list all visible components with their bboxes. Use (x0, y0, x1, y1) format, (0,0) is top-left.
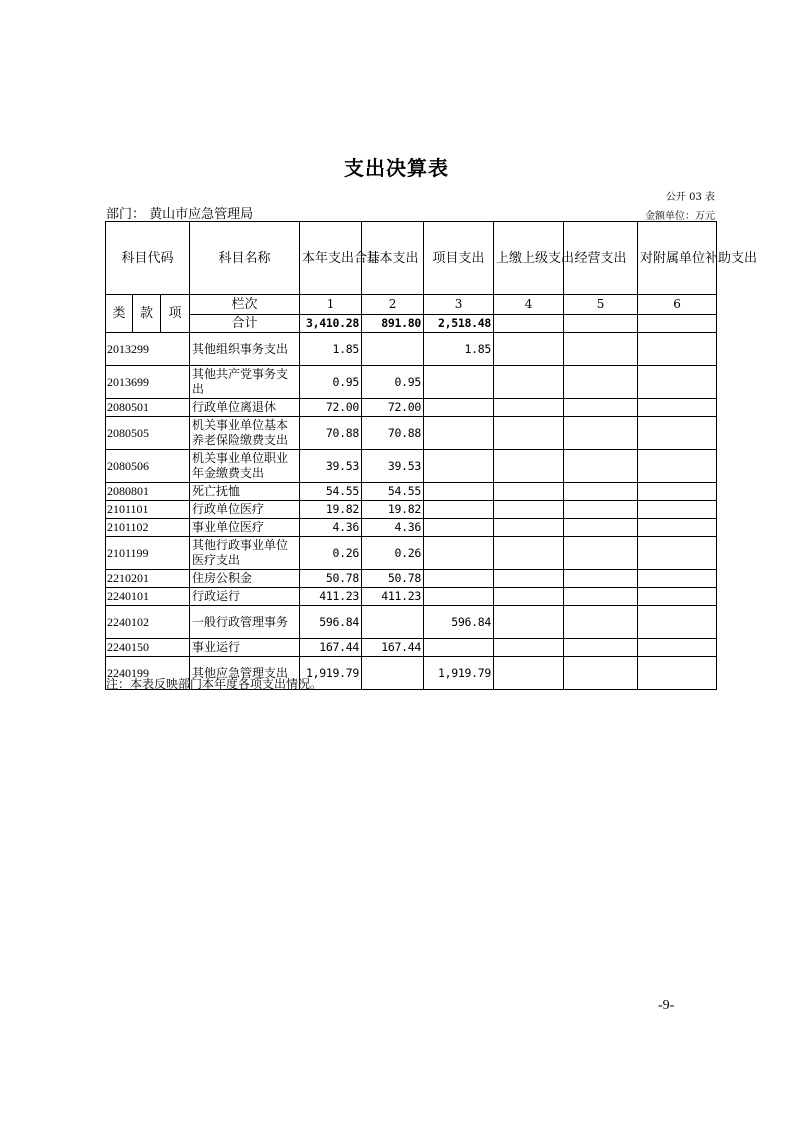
header-upper: 上缴上级支出 (494, 222, 564, 295)
row-upper (494, 639, 564, 657)
row-basic: 19.82 (362, 501, 424, 519)
row-name: 行政运行 (190, 588, 300, 606)
row-total: 39.53 (300, 450, 362, 483)
amount-unit-label: 金额单位：万元 (645, 211, 715, 222)
header-total: 本年支出合计 (300, 222, 362, 295)
row-code: 2013299 (106, 333, 190, 366)
row-business (564, 588, 638, 606)
column-number: 4 (494, 295, 564, 315)
header-name: 科目名称 (190, 222, 300, 295)
row-code: 2240101 (106, 588, 190, 606)
form-number: 公开 03 表 (665, 192, 715, 203)
row-name: 死亡抚恤 (190, 483, 300, 501)
row-basic: 0.26 (362, 537, 424, 570)
row-subsidy (638, 519, 717, 537)
row-upper (494, 366, 564, 399)
row-business (564, 606, 638, 639)
row-code: 2013699 (106, 366, 190, 399)
row-business (564, 519, 638, 537)
row-project (424, 501, 494, 519)
header-kuan: 款 (133, 295, 161, 333)
row-code: 2240199 (106, 657, 190, 690)
table-row (106, 639, 717, 657)
header-lanci: 栏次 (190, 295, 300, 315)
totals-basic: 891.80 (362, 315, 424, 333)
row-project: 1,919.79 (424, 657, 494, 690)
page-title: 支出决算表 (344, 156, 449, 180)
row-upper (494, 399, 564, 417)
row-code: 2240150 (106, 639, 190, 657)
row-subsidy (638, 588, 717, 606)
row-basic: 167.44 (362, 639, 424, 657)
totals-total: 3,410.28 (300, 315, 362, 333)
table-row (106, 570, 717, 588)
row-total: 596.84 (300, 606, 362, 639)
column-number: 3 (424, 295, 494, 315)
row-total: 167.44 (300, 639, 362, 657)
row-business (564, 450, 638, 483)
header-basic: 基本支出 (362, 222, 424, 295)
row-total: 1.85 (300, 333, 362, 366)
row-basic: 411.23 (362, 588, 424, 606)
header-project: 项目支出 (424, 222, 494, 295)
row-business (564, 639, 638, 657)
row-subsidy (638, 417, 717, 450)
row-business (564, 657, 638, 690)
row-subsidy (638, 639, 717, 657)
expenditure-table (105, 221, 758, 690)
row-total: 1,919.79 (300, 657, 362, 690)
row-upper (494, 570, 564, 588)
row-business (564, 501, 638, 519)
row-total: 0.26 (300, 537, 362, 570)
row-project (424, 570, 494, 588)
totals-subsidy (638, 315, 717, 333)
row-subsidy (638, 483, 717, 501)
row-upper (494, 333, 564, 366)
row-project (424, 366, 494, 399)
table-row (106, 399, 717, 417)
row-total: 50.78 (300, 570, 362, 588)
row-business (564, 417, 638, 450)
table-row (106, 483, 717, 501)
row-subsidy (638, 606, 717, 639)
header-subsidy: 对附属单位补助支出 (638, 222, 717, 295)
table-row (106, 333, 717, 366)
row-name: 行政单位医疗 (190, 501, 300, 519)
row-code: 2080505 (106, 417, 190, 450)
table-row (106, 366, 717, 399)
row-name: 住房公积金 (190, 570, 300, 588)
page-number: -9- (658, 998, 675, 1013)
row-project (424, 639, 494, 657)
row-name: 机关事业单位职业年金缴费支出 (190, 450, 300, 483)
row-name: 其他组织事务支出 (190, 333, 300, 366)
row-subsidy (638, 450, 717, 483)
row-business (564, 570, 638, 588)
row-project (424, 588, 494, 606)
row-name: 其他共产党事务支出 (190, 366, 300, 399)
row-total: 4.36 (300, 519, 362, 537)
row-name: 行政单位离退休 (190, 399, 300, 417)
header-lei: 类 (106, 295, 133, 333)
row-code: 2240102 (106, 606, 190, 639)
row-subsidy (638, 399, 717, 417)
footnote: 注：本表反映部门本年度各项支出情况。 (106, 677, 323, 691)
row-upper (494, 417, 564, 450)
column-number: 1 (300, 295, 362, 315)
row-basic: 70.88 (362, 417, 424, 450)
row-project (424, 483, 494, 501)
row-subsidy (638, 657, 717, 690)
row-subsidy (638, 333, 717, 366)
row-basic: 39.53 (362, 450, 424, 483)
row-upper (494, 501, 564, 519)
row-name: 事业单位医疗 (190, 519, 300, 537)
row-subsidy (638, 570, 717, 588)
row-code: 2080501 (106, 399, 190, 417)
header-business: 经营支出 (564, 222, 638, 295)
row-basic: 72.00 (362, 399, 424, 417)
row-code: 2101102 (106, 519, 190, 537)
table-row (106, 537, 717, 570)
row-name: 事业运行 (190, 639, 300, 657)
totals-project: 2,518.48 (424, 315, 494, 333)
row-total: 411.23 (300, 588, 362, 606)
totals-row (106, 315, 717, 333)
totals-business (564, 315, 638, 333)
row-name: 其他应急管理支出 (190, 657, 300, 690)
table-row (106, 519, 717, 537)
row-upper (494, 483, 564, 501)
row-upper (494, 450, 564, 483)
row-basic: 0.95 (362, 366, 424, 399)
row-project (424, 399, 494, 417)
row-code: 2101101 (106, 501, 190, 519)
row-project (424, 417, 494, 450)
row-project: 596.84 (424, 606, 494, 639)
column-number: 2 (362, 295, 424, 315)
row-subsidy (638, 537, 717, 570)
row-project (424, 519, 494, 537)
table-row (106, 606, 717, 639)
row-name: 其他行政事业单位医疗支出 (190, 537, 300, 570)
row-name: 机关事业单位基本养老保险缴费支出 (190, 417, 300, 450)
row-code: 2210201 (106, 570, 190, 588)
row-total: 19.82 (300, 501, 362, 519)
header-xiang: 项 (161, 295, 190, 333)
row-business (564, 333, 638, 366)
row-total: 70.88 (300, 417, 362, 450)
row-total: 72.00 (300, 399, 362, 417)
totals-upper (494, 315, 564, 333)
row-basic: 4.36 (362, 519, 424, 537)
row-basic (362, 657, 424, 690)
row-basic (362, 333, 424, 366)
column-number: 6 (638, 295, 717, 315)
table-row (106, 417, 717, 450)
row-total: 0.95 (300, 366, 362, 399)
table-row (106, 588, 717, 606)
table-row (106, 501, 717, 519)
row-project (424, 450, 494, 483)
header-code: 科目代码 (106, 222, 190, 295)
header-row (106, 222, 717, 295)
row-subsidy (638, 501, 717, 519)
row-upper (494, 657, 564, 690)
row-subsidy (638, 366, 717, 399)
row-upper (494, 519, 564, 537)
row-basic: 50.78 (362, 570, 424, 588)
row-upper (494, 588, 564, 606)
row-project: 1.85 (424, 333, 494, 366)
row-basic: 54.55 (362, 483, 424, 501)
row-code: 2080506 (106, 450, 190, 483)
row-basic (362, 606, 424, 639)
column-number: 5 (564, 295, 638, 315)
row-total: 54.55 (300, 483, 362, 501)
row-project (424, 537, 494, 570)
column-number-row (106, 295, 717, 315)
row-business (564, 399, 638, 417)
table-row (106, 450, 717, 483)
row-business (564, 483, 638, 501)
totals-label: 合计 (190, 315, 300, 333)
row-business (564, 537, 638, 570)
row-upper (494, 537, 564, 570)
row-code: 2101199 (106, 537, 190, 570)
row-code: 2080801 (106, 483, 190, 501)
row-upper (494, 606, 564, 639)
row-name: 一般行政管理事务 (190, 606, 300, 639)
row-business (564, 366, 638, 399)
department-label: 部门： 黄山市应急管理局 (106, 207, 254, 222)
